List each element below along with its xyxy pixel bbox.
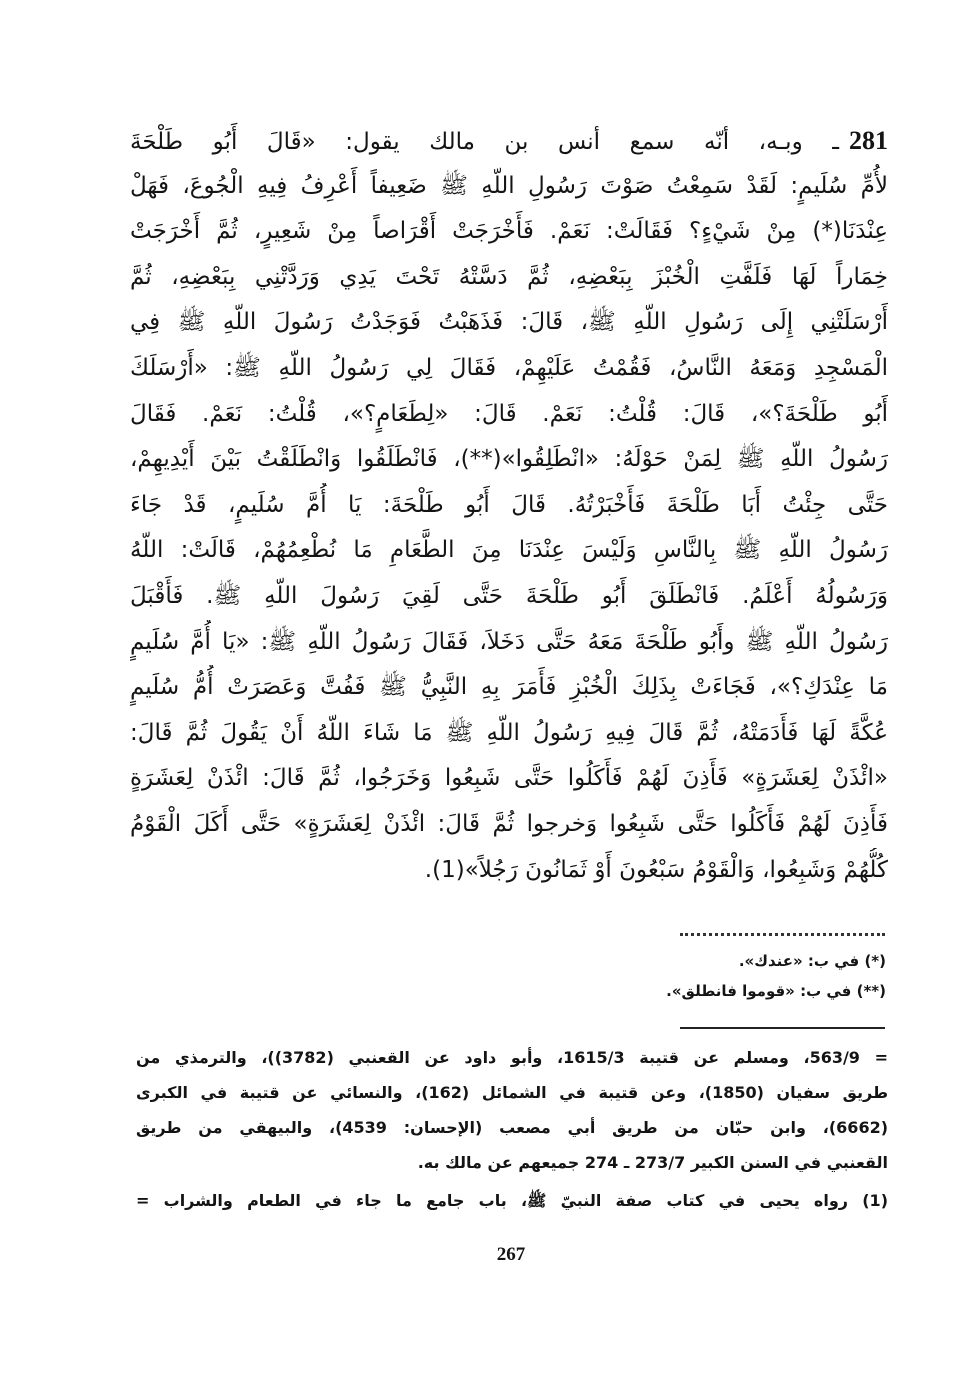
text-line: عُكَّةً لَهَا فَأَدَمَتْهُ، ثُمَّ قَالَ فِيهِ رَسُولُ اللّهِ ﷺ مَا شَاءَ اللّهُ أَنْ يَقُولَ ثُمَّ قَالَ:	[130, 719, 888, 746]
text-line: رَسُولُ اللّهِ ﷺ بِالنَّاسِ وَلَيْسَ عِنْدَنَا مِنَ الطَّعَامِ مَا نُطْعِمُهُمْ، قَالَتْ: اللّهُ	[130, 537, 888, 564]
text-line: عِنْدَنَا(*) مِنْ شَيْءٍ؟ فَقَالَتْ: نَعَمْ. فَأَخْرَجَتْ أَقْرَاصاً مِنْ شَعِيرٍ، ثُمَّ أَخْرَجَتْ	[130, 218, 888, 245]
text-line: أَرْسَلَتْنِي إِلَى رَسُولِ اللّهِ ﷺ، قَالَ: فَذَهَبْتُ فَوَجَدْتُ رَسُولَ اللّهِ ﷺ فِي	[130, 309, 888, 336]
text-line: رَسُولُ اللّهِ ﷺ لِمَنْ حَوْلَهُ: «انْطَلِقُوا»(**)، فَانْطَلَقُوا وَانْطَلَقْتُ بَيْنَ أَيْدِيهِمْ،	[130, 446, 888, 473]
hadith-text	[130, 118, 888, 893]
reference-line: القعنبي في السنن الكبير 273/7 ـ 274 جميعهم عن مالك به.	[417, 1153, 888, 1172]
reference-line: طريق سفيان (1850)، وعن قتيبة في الشمائل (162)، والنسائي عن قتيبة في الكبرى	[136, 1083, 888, 1102]
text-line: كُلُّهُمْ وَشَبِعُوا، وَالْقَوْمُ سَبْعُونَ أَوْ ثَمَانُونَ رَجُلاً»(1).	[424, 856, 888, 883]
text-line: الْمَسْجِدِ وَمَعَهُ النَّاسُ، فَقُمْتُ عَلَيْهِمْ، فَقَالَ لِي رَسُولُ اللّهِ ﷺ: «أَرْسَلَكَ	[130, 354, 888, 381]
reference-block	[136, 1040, 888, 1180]
variant-footnote: (*) في ب: «عندك».	[738, 952, 886, 970]
text-line: فَأَذِنَ لَهُمْ فَأَكَلُوا حَتَّى شَبِعُوا وَخرجوا ثُمَّ قَالَ: ائْذَنْ لِعَشَرَةٍ» حَتَّى أَكَلَ الْقَوْمُ	[130, 810, 888, 837]
text-line: أَبُو طَلْحَةَ؟»، قَالَ: قُلْتُ: نَعَمْ. قَالَ: «لِطَعَامٍ؟»، قُلْتُ: نَعَمْ. فَقَالَ	[130, 400, 888, 427]
source-footnote: (1) رواه يحيى في كتاب صفة النبيّ ﷺ، باب جامع ما جاء في الطعام والشراب =	[136, 1191, 888, 1210]
hadith-number: 281	[849, 126, 888, 155]
text-line: رَسُولُ اللّهِ ﷺ وأَبُو طَلْحَةَ مَعَهُ حَتَّى دَخَلاَ، فَقَالَ رَسُولُ اللّهِ ﷺ: «يَا أُمَّ سُلَيمٍ	[130, 628, 888, 655]
text-line: لأُمِّ سُلَيمٍ: لَقَدْ سَمِعْتُ صَوْتَ رَسُولِ اللّهِ ﷺ ضَعِيفاً أَعْرِفُ فِيهِ الْجُوعَ، فَهَلْ	[130, 172, 888, 199]
text-line: وَرَسُولُهُ أَعْلَمُ. فَانْطَلَقَ أَبُو طَلْحَةَ حَتَّى لَقِيَ رَسُولَ اللّهِ ﷺ. فَأَقْبَلَ	[130, 582, 888, 609]
reference-line: = 563/9، ومسلم عن قتيبة 1615/3، وأبو داود عن القعنبي (3782))، والترمذي من	[136, 1048, 888, 1067]
footnote-rule	[680, 1027, 885, 1029]
text-line: حَتَّى جِئْتُ أَبَا طَلْحَةَ فَأَخْبَرْتُهُ. قَالَ أَبُو طَلْحَةَ: يَا أُمَّ سُلَيمٍ، قَدْ جَاءَ	[130, 491, 888, 518]
text-line-content: ـ وبـه، أنّه سمع أنس بن مالك يقول: «قَالَ أَبُو طَلْحَةَ	[130, 129, 839, 155]
text-line: خِمَاراً لَهَا فَلَفَّتِ الْخُبْزَ بِبَعْضِهِ، ثُمَّ دَسَّتْهُ تَحْتَ يَدِي وَرَدَّتْنِي بِبَعْضِهِ، ثُمَّ	[130, 263, 888, 290]
text-line: «ائْذَنْ لِعَشَرَةٍ» فَأَذِنَ لَهُمْ فَأَكَلُوا حَتَّى شَبِعُوا وَخَرَجُوا، ثُمَّ قَالَ: ائْذَنْ لِعَشَرَةٍ	[130, 765, 888, 792]
variant-footnote: (**) في ب: «قوموا فانطلق».	[666, 982, 886, 1000]
text-line	[130, 118, 888, 164]
dotted-separator	[680, 933, 885, 936]
text-line: مَا عِنْدَكِ؟»، فَجَاءَتْ بِذَلِكَ الْخُبْزِ فَأَمَرَ بِهِ النَّبِيُّ ﷺ فَفُتَّ وَعَصَرَتْ أُمُّ سُلَيمٍ	[130, 674, 888, 701]
reference-line: (6662)، وابن حبّان من طريق أبي مصعب (الإحسان: 4539)، والبيهقي من طريق	[136, 1118, 888, 1137]
page-number: 267	[496, 1244, 526, 1265]
